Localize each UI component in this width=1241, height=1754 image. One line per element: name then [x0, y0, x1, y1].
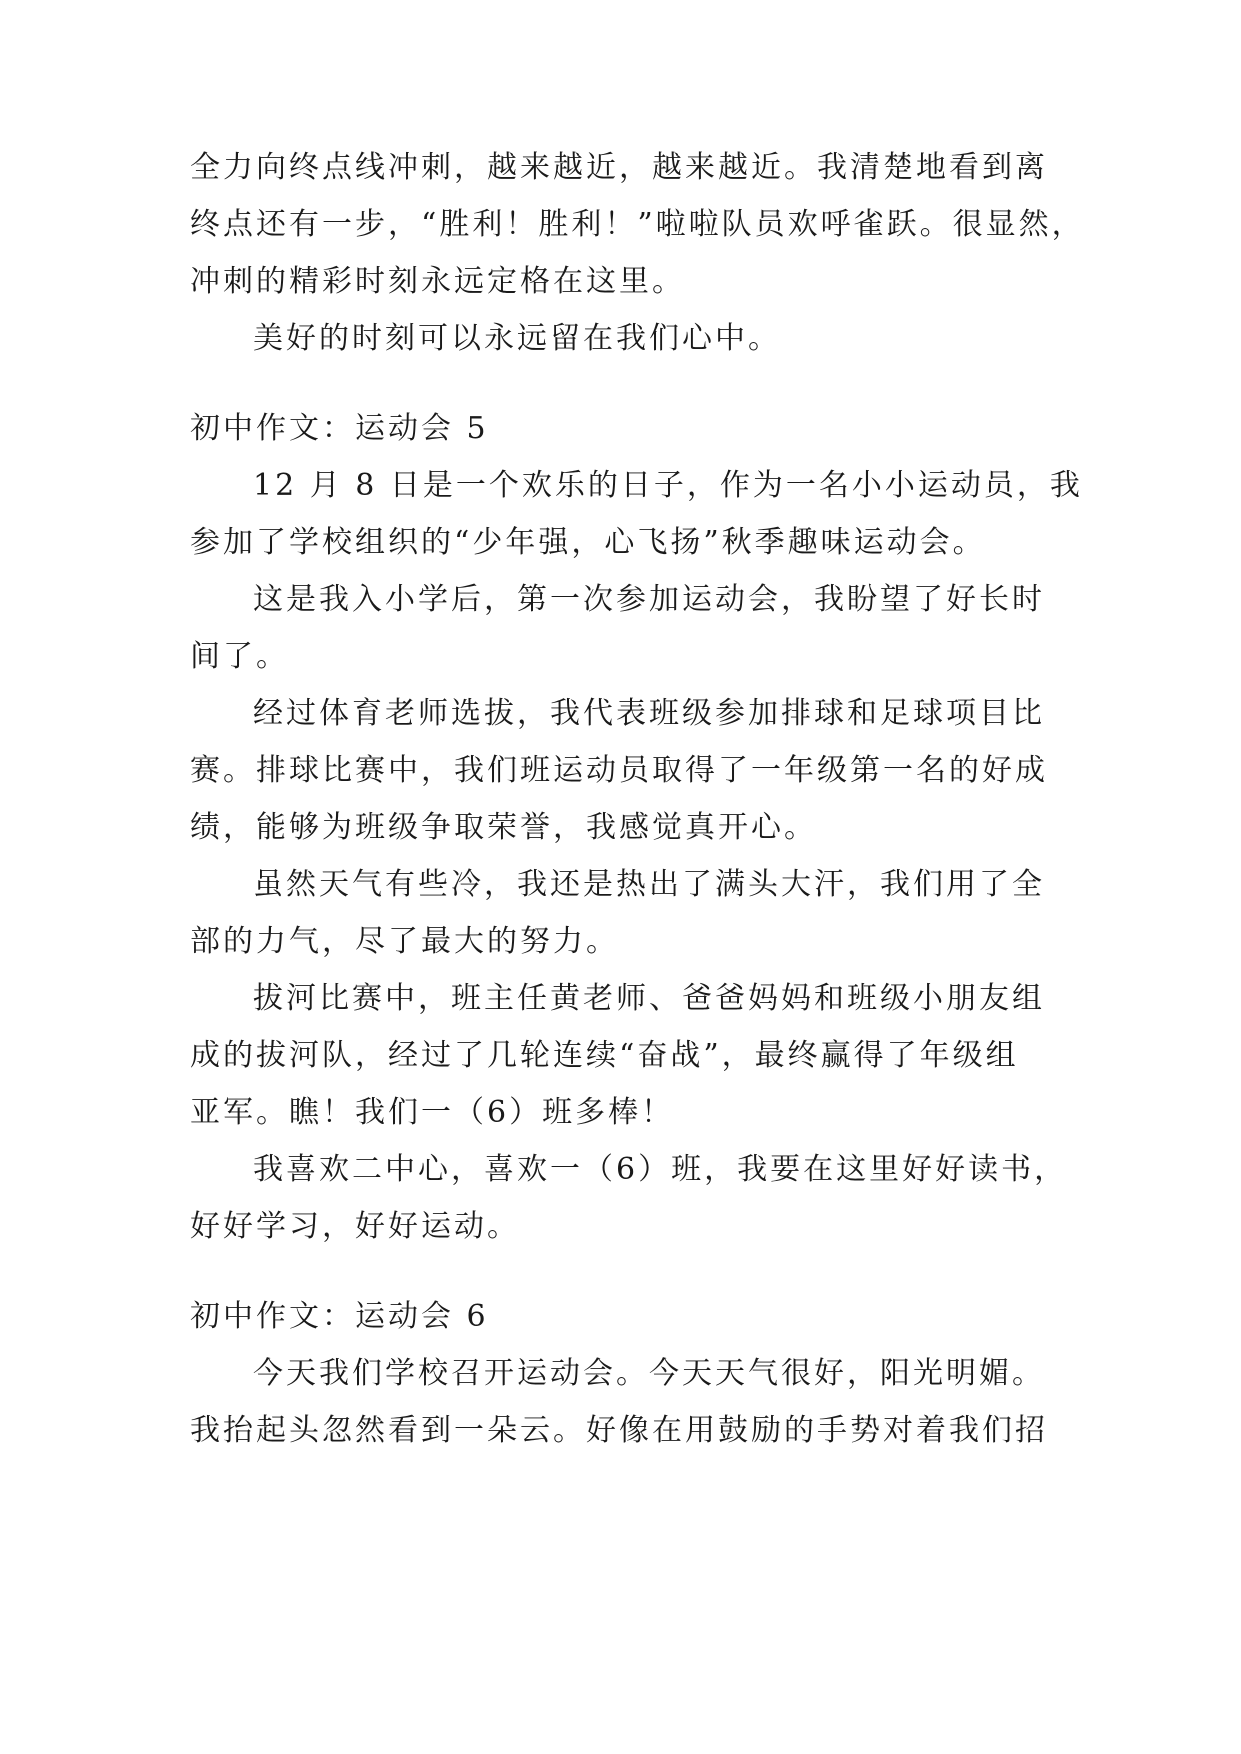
paragraph-line: 绩，能够为班级争取荣誉，我感觉真开心。 — [190, 810, 817, 845]
paragraph-line: 拔河比赛中，班主任黄老师、爸爸妈妈和班级小朋友组 — [253, 981, 1045, 1016]
paragraph-line: 美好的时刻可以永远留在我们心中。 — [253, 321, 781, 356]
paragraph-line: 这是我入小学后，第一次参加运动会，我盼望了好长时 — [253, 582, 1045, 617]
paragraph-line: 间了。 — [190, 639, 289, 674]
paragraph-line: 赛。排球比赛中，我们班运动员取得了一年级第一名的好成 — [190, 753, 1048, 788]
paragraph-line: 部的力气，尽了最大的努力。 — [190, 924, 619, 959]
paragraph-line: 12 月 8 日是一个欢乐的日子，作为一名小小运动员，我 — [253, 468, 1083, 503]
paragraph-line: 我喜欢二中心，喜欢一（6）班，我要在这里好好读书， — [253, 1152, 1068, 1187]
paragraph-line: 冲刺的精彩时刻永远定格在这里。 — [190, 264, 685, 299]
section-heading: 初中作文：运动会 5 — [190, 411, 489, 446]
paragraph-line: 全力向终点线冲刺，越来越近，越来越近。我清楚地看到离 — [190, 150, 1048, 185]
paragraph-line: 经过体育老师选拔，我代表班级参加排球和足球项目比 — [253, 696, 1045, 731]
paragraph-line: 参加了学校组织的“少年强，心飞扬”秋季趣味运动会。 — [190, 525, 986, 560]
paragraph-line: 亚军。瞧！我们一（6）班多棒！ — [190, 1095, 675, 1130]
paragraph-line: 终点还有一步，“胜利！胜利！”啦啦队员欢呼雀跃。很显然， — [190, 207, 1085, 242]
paragraph-line: 今天我们学校召开运动会。今天天气很好，阳光明媚。 — [253, 1356, 1045, 1391]
paragraph-line: 虽然天气有些冷，我还是热出了满头大汗，我们用了全 — [253, 867, 1045, 902]
paragraph-line: 我抬起头忽然看到一朵云。好像在用鼓励的手势对着我们招 — [190, 1413, 1048, 1448]
section-heading: 初中作文：运动会 6 — [190, 1299, 489, 1334]
paragraph-line: 好好学习，好好运动。 — [190, 1209, 520, 1244]
paragraph-line: 成的拔河队，经过了几轮连续“奋战”，最终赢得了年级组 — [190, 1038, 1019, 1073]
